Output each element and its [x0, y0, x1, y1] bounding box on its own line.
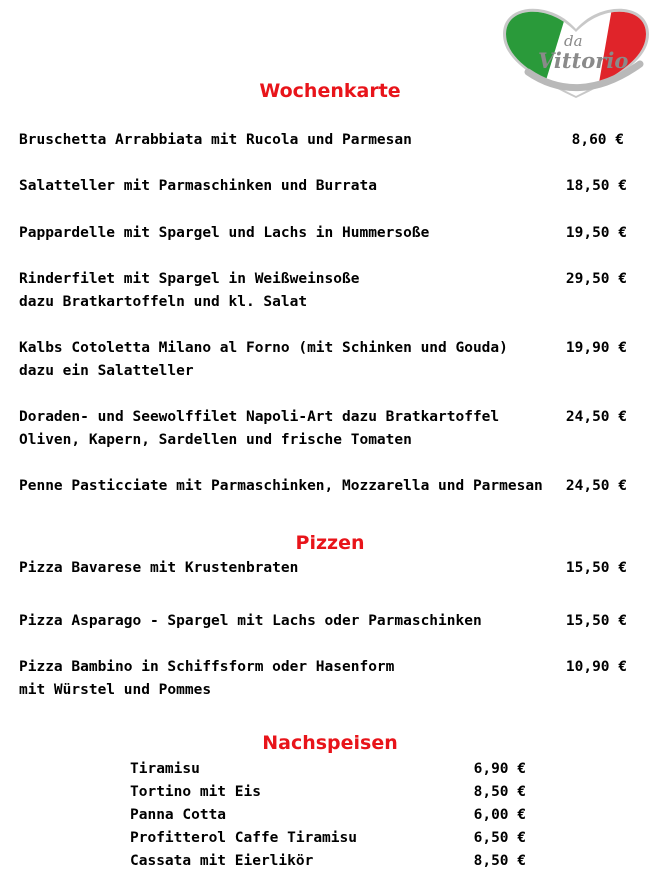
dessert-item-name: Panna Cotta [130, 807, 227, 823]
section-heading-wochenkarte: Wochenkarte [259, 80, 401, 102]
menu-item-price: 24,50 € [565, 478, 627, 494]
menu-item-price: 15,50 € [565, 613, 627, 629]
dessert-item-name: Tortino mit Eis [130, 784, 261, 800]
dessert-item-name: Tiramisu [130, 761, 200, 777]
menu-item-name: Pappardelle mit Spargel und Lachs in Hummersoße [19, 225, 430, 241]
dessert-item-price: 6,90 € [473, 761, 526, 777]
section-heading-nachspeisen: Nachspeisen [262, 732, 398, 754]
menu-item-name: Pizza Bavarese mit Krustenbraten [19, 560, 299, 576]
dessert-item-price: 6,00 € [473, 807, 526, 823]
menu-item-name: Kalbs Cotoletta Milano al Forno (mit Schinken und Gouda) dazu ein Salatteller [19, 340, 508, 379]
menu-item-price: 8,60 € [571, 132, 624, 148]
logo-text-da: da [564, 32, 583, 50]
menu-item-price: 15,50 € [565, 560, 627, 576]
menu-item-price: 18,50 € [565, 178, 627, 194]
menu-item-price: 19,90 € [565, 340, 627, 356]
menu-item-price: 10,90 € [565, 659, 627, 675]
section-heading-pizzen: Pizzen [295, 532, 365, 554]
menu-item-name: Rinderfilet mit Spargel in Weißweinsoße dazu Bratkartoffeln und kl. Salat [19, 271, 360, 310]
menu-item-price: 24,50 € [565, 409, 627, 425]
menu-item-name: Pizza Asparago - Spargel mit Lachs oder Parmaschinken [19, 613, 482, 629]
menu-item-name: Pizza Bambino in Schiffsform oder Hasenform mit Würstel und Pommes [19, 659, 395, 698]
dessert-item-name: Cassata mit Eierlikör [130, 853, 314, 869]
dessert-item-name: Profitterol Caffe Tiramisu [130, 830, 357, 846]
menu-item-name: Doraden- und Seewolffilet Napoli-Art dazu Bratkartoffel Oliven, Kapern, Sardellen und frische Tomaten [19, 409, 500, 448]
menu-item-price: 29,50 € [565, 271, 627, 287]
dessert-item-price: 8,50 € [473, 784, 526, 800]
dessert-item-price: 8,50 € [473, 853, 526, 869]
menu-item-name: Salatteller mit Parmaschinken und Burrata [19, 178, 377, 194]
dessert-item-price: 6,50 € [473, 830, 526, 846]
logo-text-vittorio: Vittorio [538, 48, 629, 73]
menu-item-name: Penne Pasticciate mit Parmaschinken, Mozzarella und Parmesan [19, 478, 543, 494]
menu-item-price: 19,50 € [565, 225, 627, 241]
menu-item-name: Bruschetta Arrabbiata mit Rucola und Parmesan [19, 132, 412, 148]
